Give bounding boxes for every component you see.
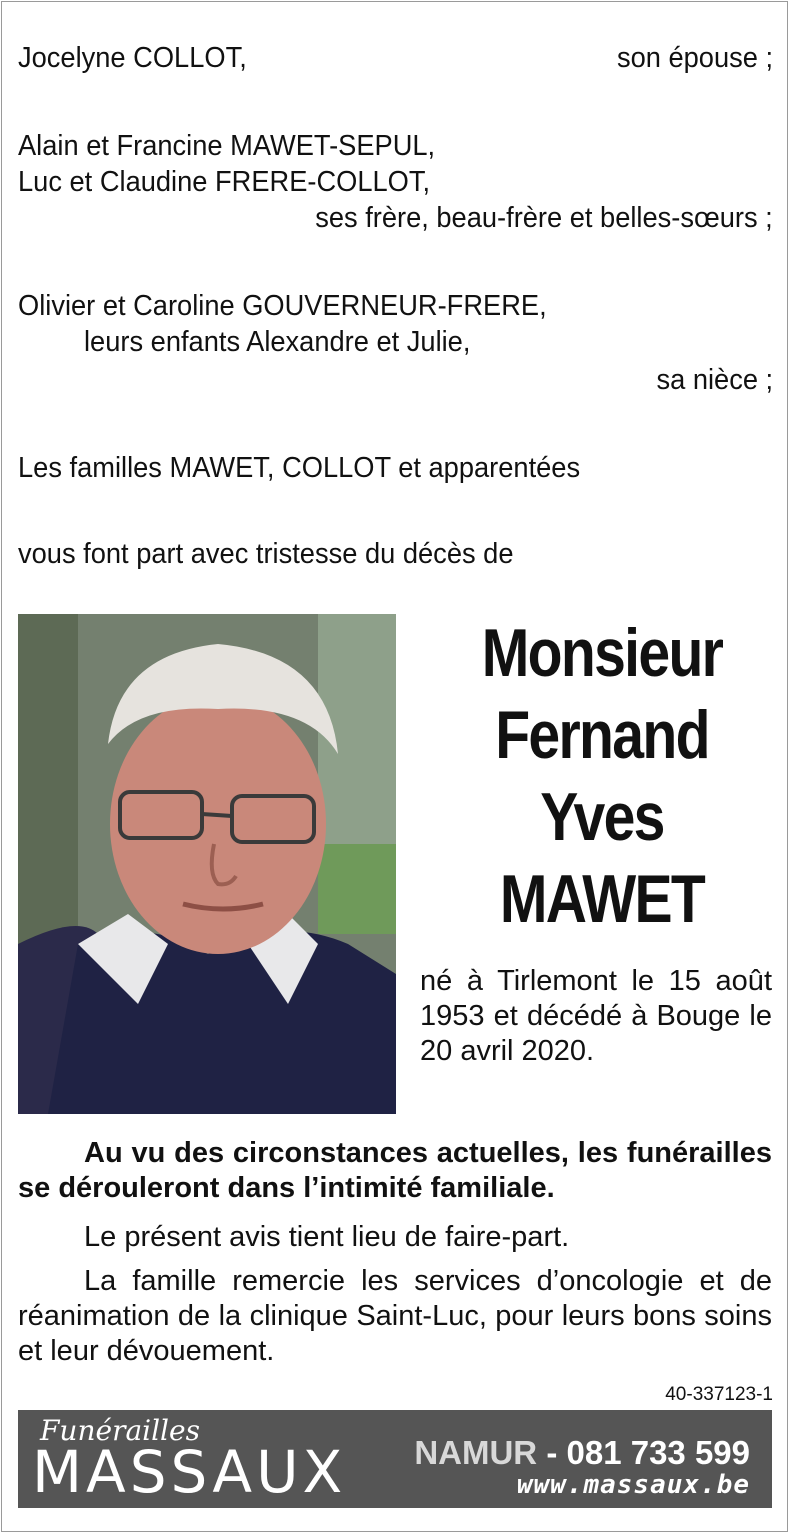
funeral-home-banner — [18, 1410, 772, 1508]
spouse-name: Jocelyne COLLOT, — [18, 42, 247, 74]
portrait-illustration — [18, 614, 396, 1114]
families-line: Les familles MAWET, COLLOT et apparentées — [18, 452, 581, 484]
contact-line — [414, 1434, 750, 1472]
deceased-first-name: Fernand — [495, 697, 709, 773]
deceased-middle-name: Yves — [540, 779, 664, 855]
spouse-relation: son épouse ; — [616, 42, 773, 74]
city-name: NAMUR — [414, 1434, 538, 1471]
deceased-last-name: MAWET — [499, 861, 705, 937]
thanks-notice: La famille remercie les services d’oncologie et de réanimation de la clinique Saint-Luc, pour leurs bons soins et leur dévouement. — [18, 1265, 772, 1367]
niece-line-1: Olivier et Caroline GOUVERNEUR-FRERE, — [18, 290, 547, 322]
sibling-line-2: Luc et Claudine FRERE-COLLOT, — [18, 166, 431, 198]
niece-line-2: leurs enfants Alexandre et Julie, — [84, 326, 471, 358]
reference-number: 40-337123-1 — [665, 1384, 773, 1405]
funeral-notice: Au vu des circonstances actuelles, les funérailles se dérouleront dans l’intimité familiale. — [18, 1137, 772, 1204]
phone-number: 081 733 599 — [566, 1434, 750, 1471]
sibling-line-1: Alain et Francine MAWET-SEPUL, — [18, 130, 436, 162]
sibling-relation: ses frère, beau-frère et belles-sœurs ; — [315, 202, 773, 234]
birth-death-details: né à Tirlemont le 15 août 1953 et décédé à Bouge le 20 avril 2020. — [420, 965, 772, 1067]
announcement-line: vous font part avec tristesse du décès de — [18, 538, 514, 570]
faire-part-notice: Le présent avis tient lieu de faire-part. — [84, 1221, 570, 1253]
funerailles-label: Funérailles — [40, 1414, 200, 1447]
portrait-photo — [18, 614, 396, 1114]
deceased-title: Monsieur — [481, 615, 723, 691]
niece-relation: sa nièce ; — [656, 364, 773, 396]
deceased-name-block — [412, 612, 791, 940]
brand-name: MASSAUX — [32, 1438, 347, 1506]
website-link[interactable]: www.massaux.be — [516, 1470, 750, 1500]
contact-separator: - — [546, 1434, 558, 1471]
